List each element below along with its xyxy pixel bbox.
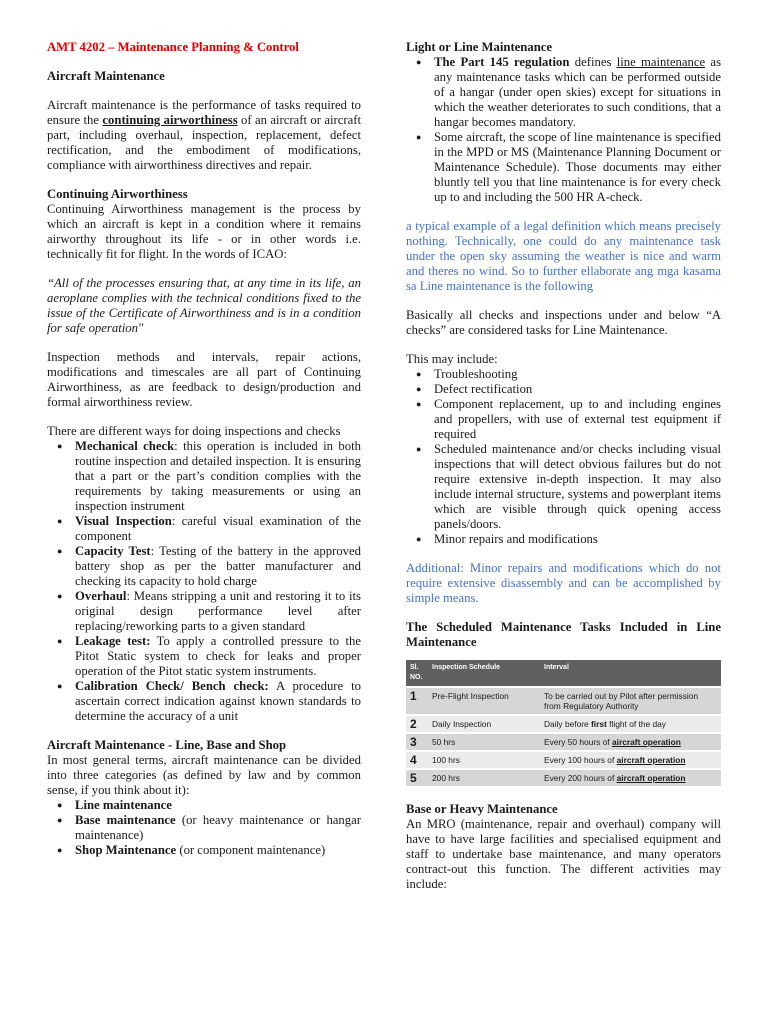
list-item: ● Capacity Test: Testing of the battery in the approved battery shop as per the batter manufacturer and checking its capacity to hold charge bbox=[75, 544, 361, 589]
inspection-checks-list bbox=[47, 439, 361, 724]
heading-scheduled-tasks: The Scheduled Maintenance Tasks Included in Line Maintenance bbox=[406, 620, 721, 649]
table-row: 4 100 hrs Every 100 hours of aircraft operation bbox=[406, 752, 721, 768]
heading-aircraft-maintenance: Aircraft Maintenance bbox=[47, 69, 165, 83]
line-maintenance-list bbox=[406, 55, 721, 205]
continuing-airworthiness-term: continuing airworthiness bbox=[102, 113, 238, 127]
paragraph-inspection-methods: Inspection methods and intervals, repair actions, modifications and timescales are all part of Continuing Airworthiness, as are feedback to design/production and formal airworthiness review. bbox=[47, 350, 361, 409]
paragraph-continuing-airworthiness: Continuing Airworthiness management is the process by which an aircraft is kept in a condition where it remains airworthy throughout its life - or in other words i.e. technically fit for flight. In the words of ICAO: bbox=[47, 202, 361, 261]
note-additional: Additional: Minor repairs and modifications which do not require extensive disassembly and can be accomplished by simple means. bbox=[406, 561, 721, 605]
table-header-row bbox=[406, 660, 721, 686]
maintenance-categories-list bbox=[47, 798, 361, 858]
scheduled-maintenance-table bbox=[406, 658, 721, 788]
list-item: ● Overhaul: Means stripping a unit and restoring it to its original design performance level after replacing/reworking parts to a given standard bbox=[75, 589, 361, 634]
list-item: ● The Part 145 regulation defines line maintenance as any maintenance tasks which can be performed outside of a hangar (under open skies) except for situations in which the weather deteriorates to such conditions, that a hangar becomes mandatory. bbox=[434, 55, 721, 130]
header-sl-no: Sl. NO. bbox=[406, 660, 428, 686]
heading-line-base-shop: Aircraft Maintenance - Line, Base and Shop bbox=[47, 738, 287, 752]
table-row: 5 200 hrs Every 200 hours of aircraft operation bbox=[406, 770, 721, 786]
right-column bbox=[406, 40, 721, 892]
list-item: ● Calibration Check/ Bench check: A procedure to ascertain correct indication against known standards to determine the accuracy of a unit bbox=[75, 679, 361, 724]
list-item: ● Troubleshooting bbox=[434, 367, 721, 382]
document-title: AMT 4202 – Maintenance Planning & Control bbox=[47, 40, 299, 54]
list-item: ● Minor repairs and modifications bbox=[434, 532, 721, 547]
list-item: ● Some aircraft, the scope of line maintenance is specified in the MPD or MS (Maintenance Planning Document or Maintenance Schedule). Those documents may either bluntly tell you that line maintenance is for every check up to and including the 500 HR A-check. bbox=[434, 130, 721, 205]
heading-continuing-airworthiness: Continuing Airworthiness bbox=[47, 187, 188, 201]
list-item: ● Leakage test: To apply a controlled pressure to the Pitot Static system to check for leaks and proper operation of the Pitot static system instruments. bbox=[75, 634, 361, 679]
table-row: 1 Pre-Flight Inspection To be carried out by Pilot after permission from Regulatory Authority bbox=[406, 688, 721, 714]
left-column bbox=[47, 40, 361, 858]
paragraph-basically: Basically all checks and inspections under and below “A checks” are considered tasks for Line Maintenance. bbox=[406, 308, 721, 337]
list-item: ● Base maintenance (or heavy maintenance or hangar maintenance) bbox=[75, 813, 361, 843]
paragraph-categories: In most general terms, aircraft maintenance can be divided into three categories (as defined by law and by common sense, if you think about it): bbox=[47, 753, 361, 797]
paragraph-base-maintenance: An MRO (maintenance, repair and overhaul) company will have to have large facilities and specialised equipment and staff to undertake base maintenance, and many operators contract-out this function. The different activities may include: bbox=[406, 817, 721, 891]
paragraph-may-include: This may include: bbox=[406, 352, 498, 366]
list-item: ● Scheduled maintenance and/or checks including visual inspections that will detect obvious failures but do not require extensive in-depth inspection. It may also include internal structure, systems and powerplant items which are visible through quick opening access panels/doors. bbox=[434, 442, 721, 532]
table-row: 2 Daily Inspection Daily before first flight of the day bbox=[406, 716, 721, 732]
paragraph-inspection-ways: There are different ways for doing inspections and checks bbox=[47, 424, 341, 438]
list-item: ● Visual Inspection: careful visual examination of the component bbox=[75, 514, 361, 544]
icao-quote: “All of the processes ensuring that, at any time in its life, an aeroplane complies with the technical conditions fixed to the issue of the Certificate of Airworthiness and is in a condition for safe operation" bbox=[47, 276, 361, 335]
header-inspection-schedule: Inspection Schedule bbox=[428, 660, 540, 686]
note-legal-definition: a typical example of a legal definition which means precisely nothing. Technically, one could do any maintenance task under the open sky assuming the weather is nice and warm and theres no wind. So to further ellaborate ang mga kasama sa Line maintenance is the following bbox=[406, 219, 721, 293]
list-item: ● Defect rectification bbox=[434, 382, 721, 397]
heading-line-maintenance: Light or Line Maintenance bbox=[406, 40, 553, 54]
table-row: 3 50 hrs Every 50 hours of aircraft operation bbox=[406, 734, 721, 750]
list-item: ● Shop Maintenance (or component maintenance) bbox=[75, 843, 361, 858]
list-item: ● Mechanical check: this operation is included in both routine inspection and detailed inspection. It is ensuring that a part or the part’s condition complies with the requirements by taking measurements or using an inspection instrument bbox=[75, 439, 361, 514]
list-item: ● Line maintenance bbox=[75, 798, 361, 813]
line-includes-list bbox=[406, 367, 721, 547]
list-item: ● Component replacement, up to and including engines and propellers, with use of external test equipment if required bbox=[434, 397, 721, 442]
header-interval: Interval bbox=[540, 660, 721, 686]
paragraph-aircraft-maintenance: Aircraft maintenance is the performance of tasks required to ensure the continuing airworthiness of an aircraft or aircraft part, including overhaul, inspection, replacement, defect rectification, and the embodiment of modifications, compliance with airworthiness directives and repair. bbox=[47, 98, 361, 172]
heading-base-maintenance: Base or Heavy Maintenance bbox=[406, 802, 558, 816]
